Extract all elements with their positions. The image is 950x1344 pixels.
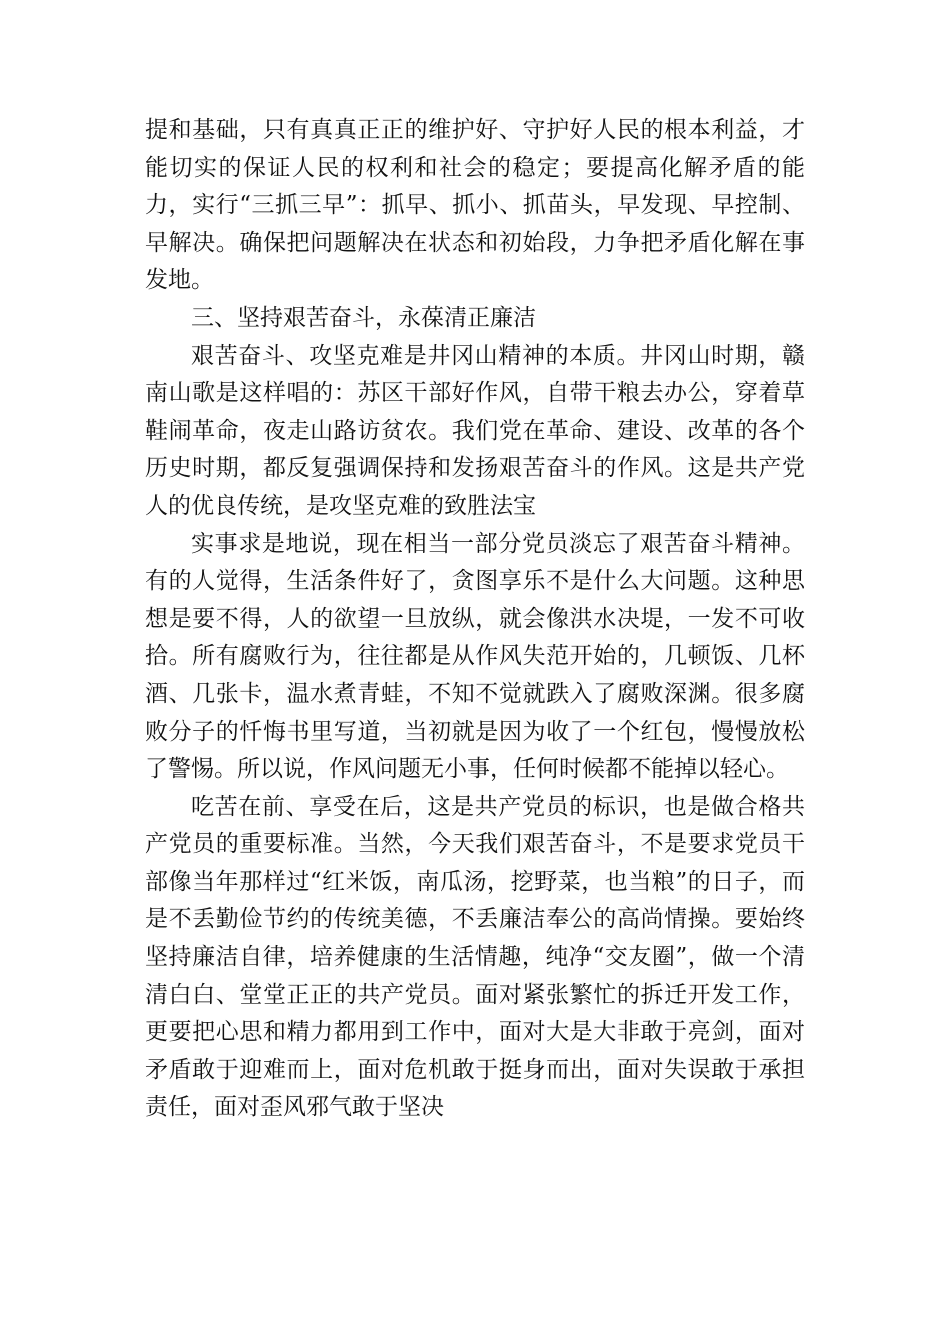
document-page — [145, 112, 805, 1127]
paragraph-jinggangshan-spirit: 艰苦奋斗、攻坚克难是井冈山精神的本质。井冈山时期，赣南山歌是这样唱的：苏区干部好作风，自带干粮去办公，穿着草鞋闹革命，夜走山路访贫农。我们党在革命、建设、改革的各个历史时期，都反复强调保持和发扬艰苦奋斗的作风。这是共产党人的优良传统，是攻坚克难的致胜法宝 — [145, 342, 805, 519]
paragraph-hardship-first: 吃苦在前、享受在后，这是共产党员的标识，也是做合格共产党员的重要标准。当然，今天我们艰苦奋斗，不是要求党员干部像当年那样过“红米饭，南瓜汤，挖野菜，也当粮”的日子，而是不丢勤俭节约的传统美德，不丢廉洁奉公的高尚情操。要始终坚持廉洁自律，培养健康的生活情趣，纯净“交友圈”，做一个清清白白、堂堂正正的共产党员。面对紧张繁忙的拆迁开发工作，更要把心思和精力都用到工作中，面对大是大非敢于亮剑，面对矛盾敢于迎难而上，面对危机敢于挺身而出，面对失误敢于承担责任，面对歪风邪气敢于坚决 — [145, 793, 805, 1121]
paragraph-hard-work-forgotten: 实事求是地说，现在相当一部分党员淡忘了艰苦奋斗精神。有的人觉得，生活条件好了，贪图享乐不是什么大问题。这种思想是要不得，人的欲望一旦放纵，就会像洪水决堤，一发不可收拾。所有腐败行为，往往都是从作风失范开始的，几顿饭、几杯酒、几张卡，温水煮青蛙，不知不觉就跌入了腐败深渊。很多腐败分子的忏悔书里写道，当初就是因为收了一个红包，慢慢放松了警惕。所以说，作风问题无小事，任何时候都不能掉以轻心。 — [145, 530, 805, 783]
paragraph-continuation: 提和基础，只有真真正正的维护好、守护好人民的根本利益，才能切实的保证人民的权利和社会的稳定；要提高化解矛盾的能力，实行“三抓三早”：抓早、抓小、抓苗头，早发现、早控制、早解决。确保把问题解决在状态和初始段，力争把矛盾化解在事发地。 — [145, 117, 805, 294]
section-heading: 三、坚持艰苦奋斗，永葆清正廉洁 — [191, 304, 536, 331]
